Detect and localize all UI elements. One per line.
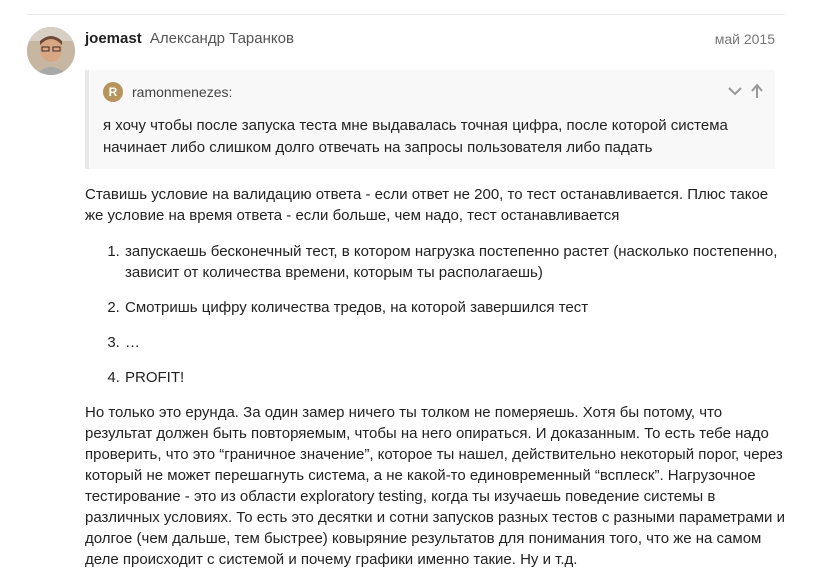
quote-author[interactable]: ramonmenezes: bbox=[132, 84, 233, 100]
post-body bbox=[85, 184, 785, 570]
post-header bbox=[85, 30, 775, 52]
steps-list bbox=[85, 241, 785, 388]
chevron-down-icon[interactable] bbox=[727, 83, 743, 99]
avatar-photo-icon bbox=[27, 27, 75, 75]
list-item: 4. PROFIT! bbox=[124, 367, 785, 388]
list-item: 2. Смотришь цифру количества тредов, на которой завершился тест bbox=[124, 297, 785, 318]
list-item: 1. запускаешь бесконечный тест, в котором нагрузка постепенно растет (насколько постепенно, зависит от количества времени, которым ты располагаешь) bbox=[124, 241, 785, 283]
paragraph: Но только это ерунда. За один замер ничего ты толком не померяешь. Хотя бы потому, что результат должен быть повторяемым, чтобы на него опираться. И доказанным. То есть тебе надо проверить, что это “граничное значение”, которое ты нашел, действительно некоторый порог, через который не может перешагнуть система, а не какой-то единовременный “всплеск”. Нагрузочное тестирование - это из области exploratory testing, когда ты изучаешь поведение системы в различных условиях. То есть это десятки и сотни запусков разных тестов с разными параметрами и долгое (чем дальше, тем быстрее) ковыряние результатов для понимания того, что же на самом деле происходит с системой и почему графики именно такие. Ну и т.д. bbox=[85, 404, 785, 568]
post-date[interactable]: май 2015 bbox=[714, 31, 775, 47]
avatar[interactable] bbox=[27, 27, 75, 75]
top-divider bbox=[27, 14, 785, 15]
quote-block bbox=[85, 70, 775, 169]
paragraph: Ставишь условие на валидацию ответа - если ответ не 200, то тест останавливается. Плюс такое же условие на время ответа - если больше, чем надо, тест останавливается bbox=[85, 186, 769, 224]
username-link[interactable]: joemast bbox=[85, 30, 142, 47]
full-name: Александр Таранков bbox=[149, 30, 294, 47]
quote-header bbox=[103, 81, 232, 103]
quote-text: я хочу чтобы после запуска теста мне выдавалась точная цифра, после которой система начинает либо слишком долго отвечать на запросы пользователя либо падать bbox=[103, 117, 728, 156]
list-item: 3. … bbox=[124, 332, 785, 353]
quote-author-avatar[interactable]: R bbox=[103, 82, 123, 102]
arrow-up-icon[interactable] bbox=[749, 83, 765, 99]
quote-controls bbox=[727, 83, 765, 99]
